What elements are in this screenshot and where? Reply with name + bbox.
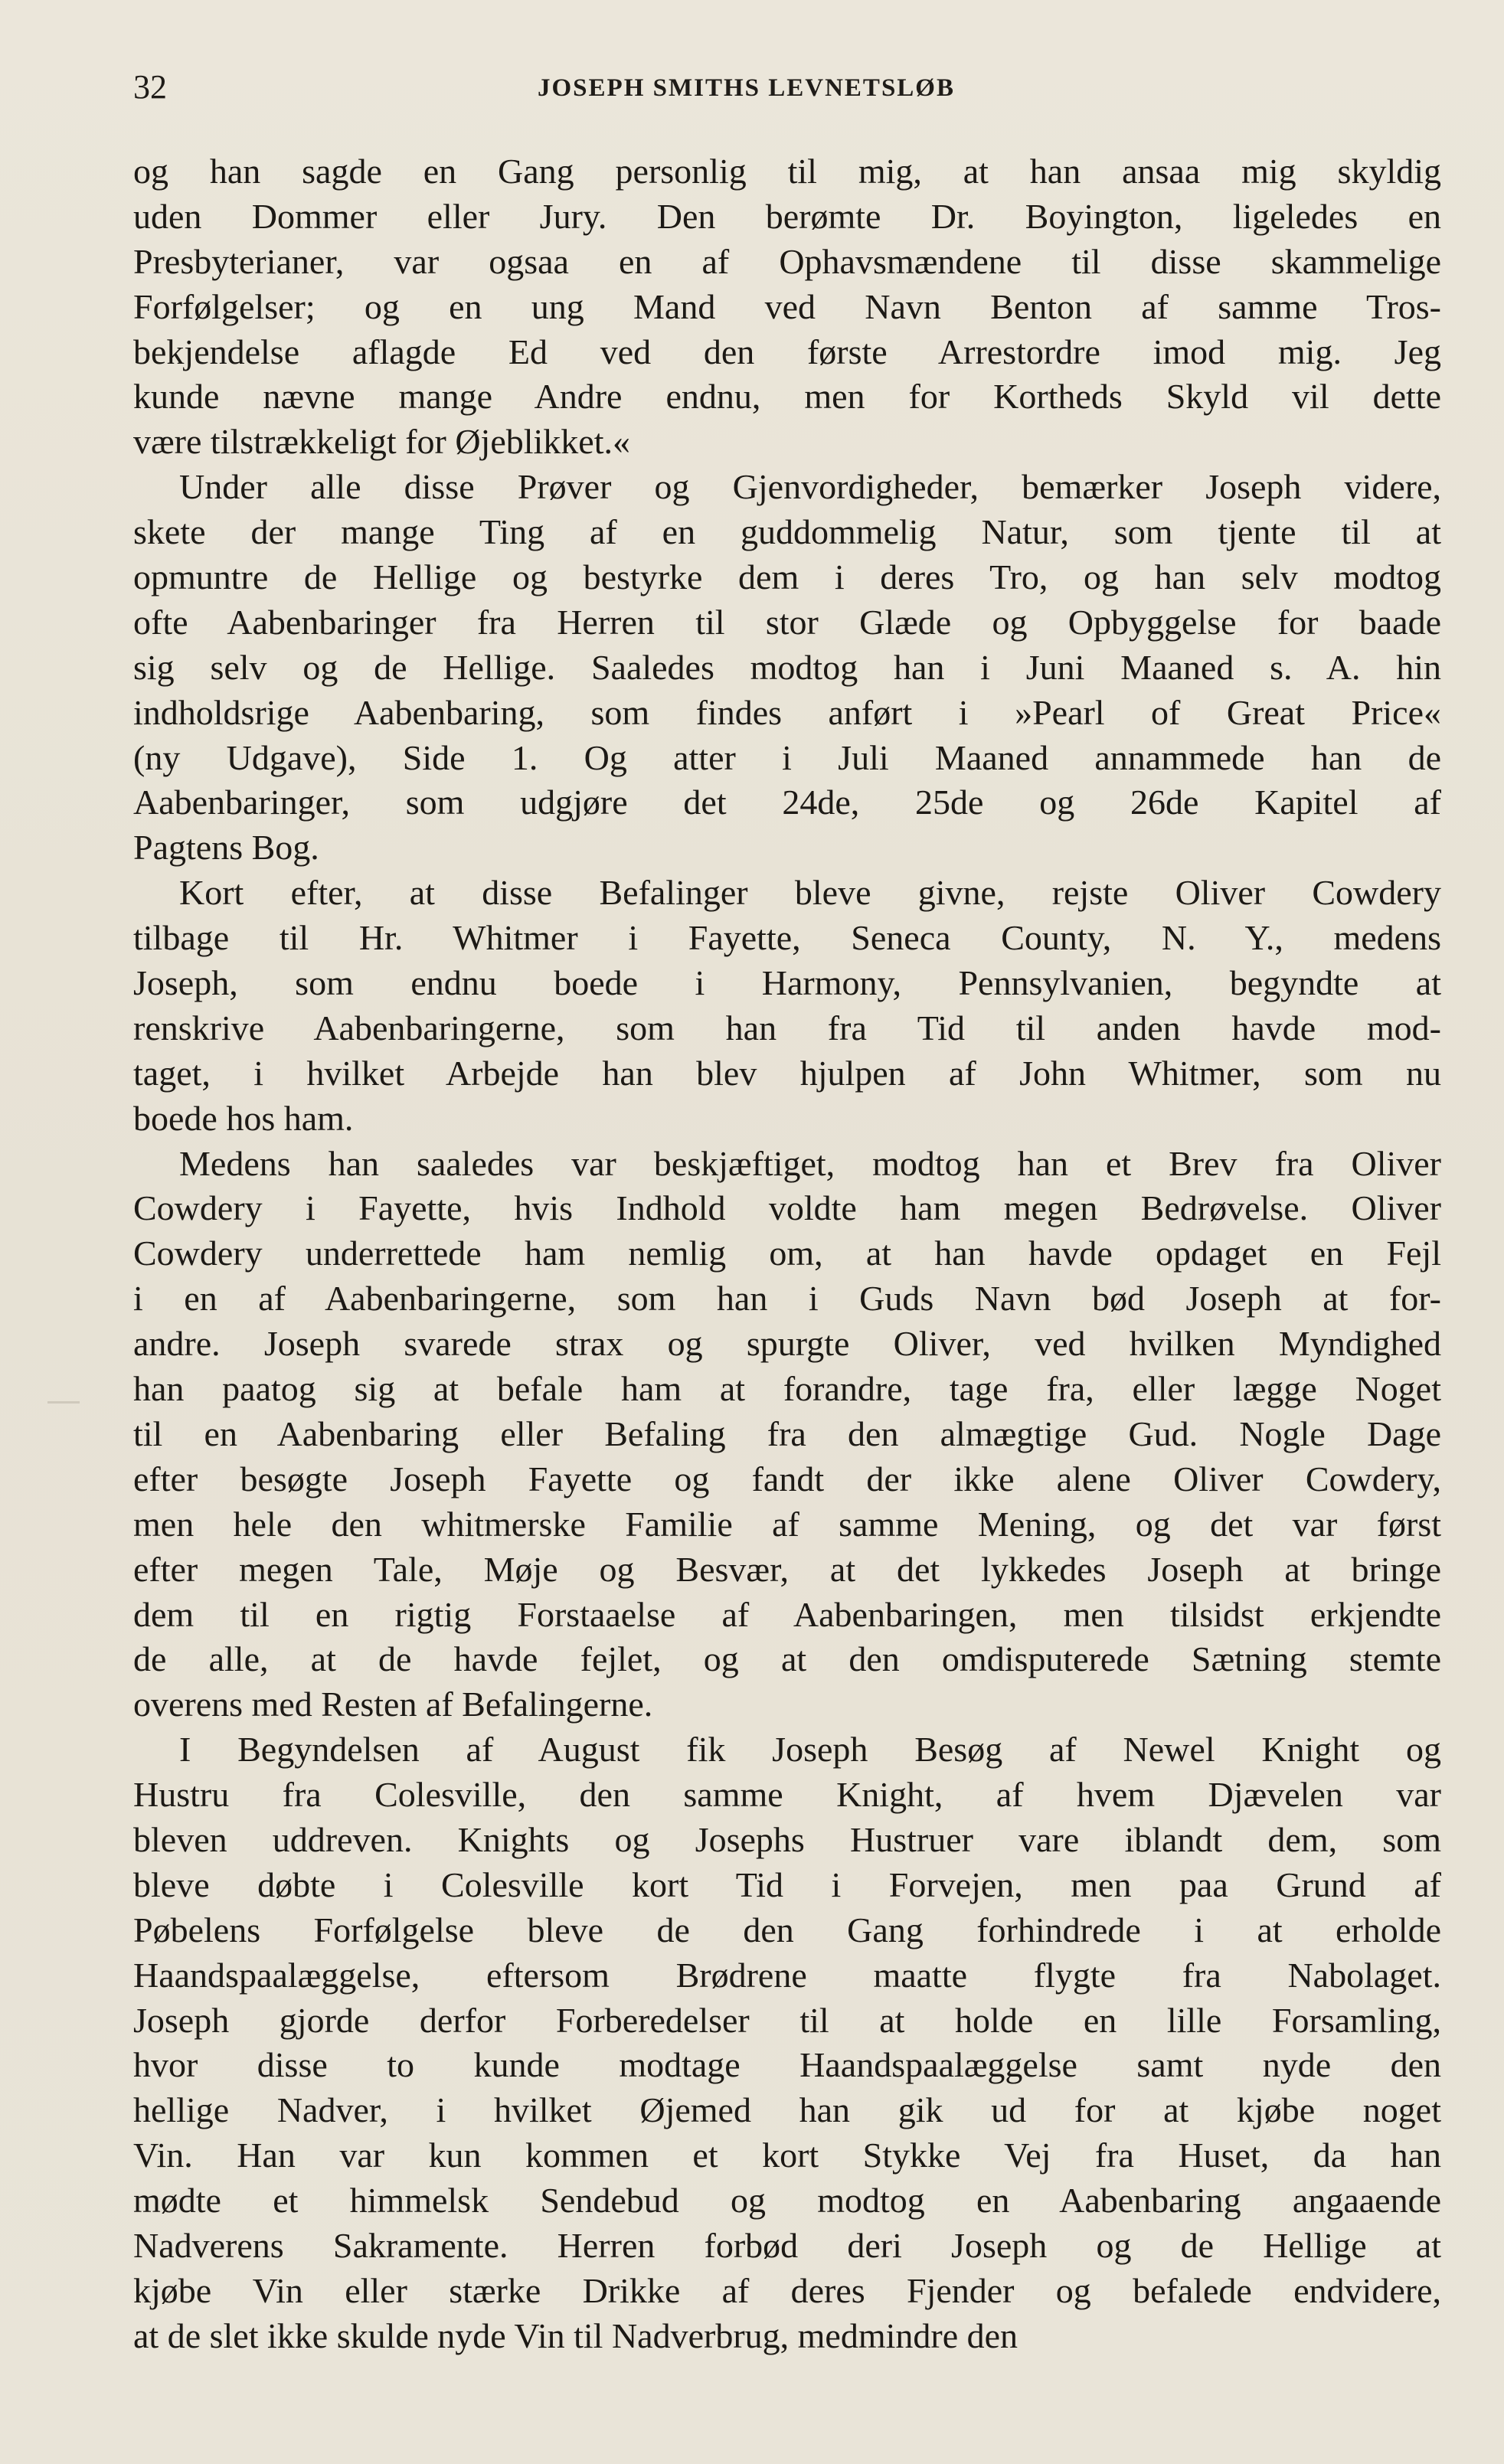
text-line: bleven uddreven. Knights og Josephs Hustruer vare iblandt dem, som	[133, 1819, 1441, 1859]
text-line: Joseph, som endnu boede i Harmony, Pennsylvanien, begyndte at	[133, 963, 1441, 1003]
text-line: overens med Resten af Befalingerne.	[133, 1685, 653, 1724]
text-line: han paatog sig at befale ham at forandre, tage fra, eller lægge Noget	[133, 1369, 1441, 1409]
text-line: renskrive Aabenbaringerne, som han fra Tid til anden havde mod-	[133, 1008, 1441, 1047]
text-line: Nadverens Sakramente. Herren forbød deri Joseph og de Hellige at	[133, 2225, 1441, 2265]
text-line: kunde nævne mange Andre endnu, men for Kortheds Skyld vil dette	[133, 377, 1441, 417]
paragraph	[133, 871, 1441, 1141]
text-line: Joseph gjorde derfor Forberedelser til at holde en lille Forsamling,	[133, 2000, 1441, 2040]
text-line: Pagtens Bog.	[133, 828, 319, 868]
text-line: efter besøgte Joseph Fayette og fandt der ikke alene Oliver Cowdery,	[133, 1459, 1441, 1498]
text-line: at de slet ikke skulde nyde Vin til Nadverbrug, medmindre den	[133, 2315, 1018, 2355]
text-line: indholdsrige Aabenbaring, som findes anført i »Pearl of Great Price«	[133, 692, 1441, 732]
page-number: 32	[133, 68, 167, 106]
text-line: Presbyterianer, var ogsaa en af Ophavsmændene til disse skammelige	[133, 241, 1441, 281]
text-line: Forfølgelser; og en ung Mand ved Navn Benton af samme Tros-	[133, 286, 1441, 326]
text-line: (ny Udgave), Side 1. Og atter i Juli Maaned annammede han de	[133, 737, 1441, 777]
text-line: taget, i hvilket Arbejde han blev hjulpen af John Whitmer, som nu	[133, 1053, 1441, 1093]
text-line: dem til en rigtig Forstaaelse af Aabenbaringen, men tilsidst erkjendte	[133, 1594, 1441, 1634]
text-line: andre. Joseph svarede strax og spurgte Oliver, ved hvilken Myndighed	[133, 1324, 1441, 1364]
text-line: uden Dommer eller Jury. Den berømte Dr. Boyington, ligeledes en	[133, 196, 1441, 236]
text-line: Hustru fra Colesville, den samme Knight, af hvem Djævelen var	[133, 1775, 1441, 1815]
running-head	[133, 64, 1441, 110]
text-line: tilbage til Hr. Whitmer i Fayette, Seneca County, N. Y., medens	[133, 918, 1441, 958]
text-line: Haandspaalæggelse, eftersom Brødrene maatte flygte fra Nabolaget.	[133, 1955, 1441, 1995]
body-text	[133, 149, 1441, 2359]
text-line: Vin. Han var kun kommen et kort Stykke Vej fra Huset, da han	[133, 2136, 1441, 2175]
text-line: bekjendelse aflagde Ed ved den første Arrestordre imod mig. Jeg	[133, 332, 1441, 371]
text-line: efter megen Tale, Møje og Besvær, at det lykkedes Joseph at bringe	[133, 1549, 1441, 1589]
text-line: Pøbelens Forfølgelse bleve de den Gang forhindrede i at erholde	[133, 1910, 1441, 1949]
running-title: JOSEPH SMITHS LEVNETSLØB	[538, 74, 955, 102]
text-line: hellige Nadver, i hvilket Øjemed han gik ud for at kjøbe noget	[133, 2090, 1441, 2130]
paragraph	[133, 149, 1441, 465]
text-line: men hele den whitmerske Familie af samme Mening, og det var først	[133, 1504, 1441, 1544]
text-line: bleve døbte i Colesville kort Tid i Forvejen, men paa Grund af	[133, 1864, 1441, 1904]
text-line: I Begyndelsen af August fik Joseph Besøg af Newel Knight og	[179, 1730, 1441, 1770]
text-line: Under alle disse Prøver og Gjenvordigheder, bemærker Joseph videre,	[179, 467, 1441, 507]
text-line: boede hos ham.	[133, 1098, 354, 1138]
paragraph	[133, 465, 1441, 871]
text-line: være tilstrækkeligt for Øjeblikket.«	[133, 422, 631, 462]
paragraph	[133, 1142, 1441, 1728]
margin-mark	[47, 1401, 80, 1404]
text-line: opmuntre de Hellige og bestyrke dem i deres Tro, og han selv modtog	[133, 557, 1441, 597]
text-line: Kort efter, at disse Befalinger bleve givne, rejste Oliver Cowdery	[179, 873, 1441, 913]
text-line: kjøbe Vin eller stærke Drikke af deres Fjender og befalede endvidere,	[133, 2270, 1441, 2310]
text-line: i en af Aabenbaringerne, som han i Guds Navn bød Joseph at for-	[133, 1279, 1441, 1319]
text-line: ofte Aabenbaringer fra Herren til stor Glæde og Opbyggelse for baade	[133, 602, 1441, 642]
text-line: til en Aabenbaring eller Befaling fra den almægtige Gud. Nogle Dage	[133, 1413, 1441, 1453]
text-line: Aabenbaringer, som udgjøre det 24de, 25de og 26de Kapitel af	[133, 783, 1441, 822]
text-line: Medens han saaledes var beskjæftiget, modtog han et Brev fra Oliver	[179, 1143, 1441, 1183]
text-line: hvor disse to kunde modtage Haandspaalæggelse samt nyde den	[133, 2045, 1441, 2085]
text-line: mødte et himmelsk Sendebud og modtog en Aabenbaring angaaende	[133, 2181, 1441, 2221]
text-line: og han sagde en Gang personlig til mig, at han ansaa mig skyldig	[133, 152, 1441, 191]
paragraph	[133, 1727, 1441, 2358]
text-line: Cowdery underrettede ham nemlig om, at han havde opdaget en Fejl	[133, 1234, 1441, 1273]
text-line: sig selv og de Hellige. Saaledes modtog han i Juni Maaned s. A. hin	[133, 647, 1441, 687]
text-line: skete der mange Ting af en guddommelig Natur, som tjente til at	[133, 512, 1441, 552]
text-line: Cowdery i Fayette, hvis Indhold voldte ham megen Bedrøvelse. Oliver	[133, 1188, 1441, 1228]
text-line: de alle, at de havde fejlet, og at den omdisputerede Sætning stemte	[133, 1639, 1441, 1679]
